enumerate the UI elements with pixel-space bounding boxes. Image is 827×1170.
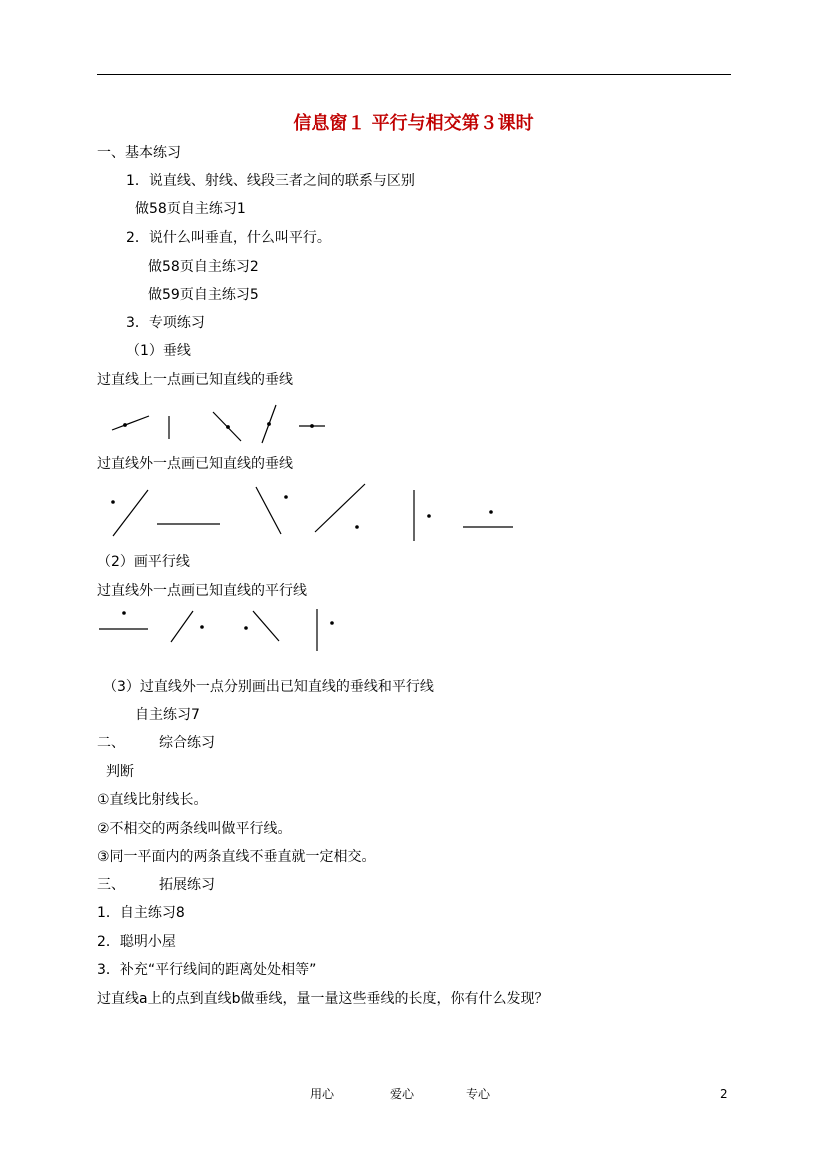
judge-statement-1: ①直线比射线长。 — [97, 792, 208, 808]
item-1-task: 做58页自主练习1 — [135, 201, 246, 217]
judge-heading: 判断 — [106, 764, 134, 780]
fig-parallel-1 — [99, 612, 148, 629]
fig-outside-6 — [463, 511, 513, 527]
item-2-task-a: 做58页自主练习2 — [148, 259, 259, 275]
fig-on-line-5 — [299, 425, 325, 428]
fig-parallel-4 — [317, 609, 333, 651]
page-title: 信息窗１ 平行与相交第３课时 — [293, 113, 534, 134]
sub-3-both: （3）过直线外一点分别画出已知直线的垂线和平行线 — [103, 679, 434, 695]
fig-on-line-3 — [213, 412, 241, 441]
sub-2-parallel: （2）画平行线 — [97, 554, 190, 570]
sub-1-perpendicular: （1）垂线 — [126, 343, 191, 359]
item-2-task-b: 做59页自主练习5 — [148, 287, 259, 303]
perp-outside-instruction: 过直线外一点画已知直线的垂线 — [97, 456, 293, 472]
fig-on-line-1 — [112, 416, 149, 430]
fig-on-line-4 — [262, 405, 276, 443]
footer-word-3: 专心 — [466, 1087, 491, 1101]
parallel-outside-instruction: 过直线外一点画已知直线的平行线 — [97, 583, 307, 599]
page-number: 2 — [720, 1087, 728, 1101]
judge-statement-2: ②不相交的两条线叫做平行线。 — [97, 821, 292, 837]
comprehensive-label: 综合练习 — [159, 735, 215, 751]
fig-outside-3 — [256, 487, 287, 534]
item-1: 1．说直线、射线、线段三者之间的联系与区别 — [126, 173, 415, 189]
comprehensive-number: 二、 — [97, 735, 125, 751]
sub-3-task: 自主练习7 — [135, 707, 200, 723]
fig-outside-5 — [414, 490, 430, 541]
extend-label: 拓展练习 — [159, 877, 215, 893]
fig-outside-4 — [315, 484, 365, 532]
extend-item-1: 1．自主练习8 — [97, 905, 185, 921]
fig-parallel-2 — [171, 611, 203, 642]
extend-item-3-question: 过直线a上的点到直线b做垂线，量一量这些垂线的长度，你有什么发现？ — [97, 991, 549, 1007]
item-3: 3．专项练习 — [126, 315, 205, 331]
extend-heading — [97, 875, 215, 895]
item-2: 2．说什么叫垂直，什么叫平行。 — [126, 230, 331, 246]
footer-word-2: 爱心 — [390, 1087, 415, 1101]
extend-item-2: 2．聪明小屋 — [97, 934, 176, 950]
extend-item-3: 3．补充“平行线间的距离处处相等” — [97, 962, 317, 978]
basic-heading: 一、基本练习 — [97, 145, 181, 161]
footer-word-1: 用心 — [310, 1087, 335, 1101]
comprehensive-heading — [97, 733, 215, 753]
fig-parallel-3 — [245, 611, 279, 641]
judge-statement-3: ③同一平面内的两条直线不垂直就一定相交。 — [97, 849, 376, 865]
extend-number: 三、 — [97, 877, 125, 893]
fig-outside-1 — [112, 490, 148, 536]
perp-on-line-instruction: 过直线上一点画已知直线的垂线 — [97, 372, 293, 388]
